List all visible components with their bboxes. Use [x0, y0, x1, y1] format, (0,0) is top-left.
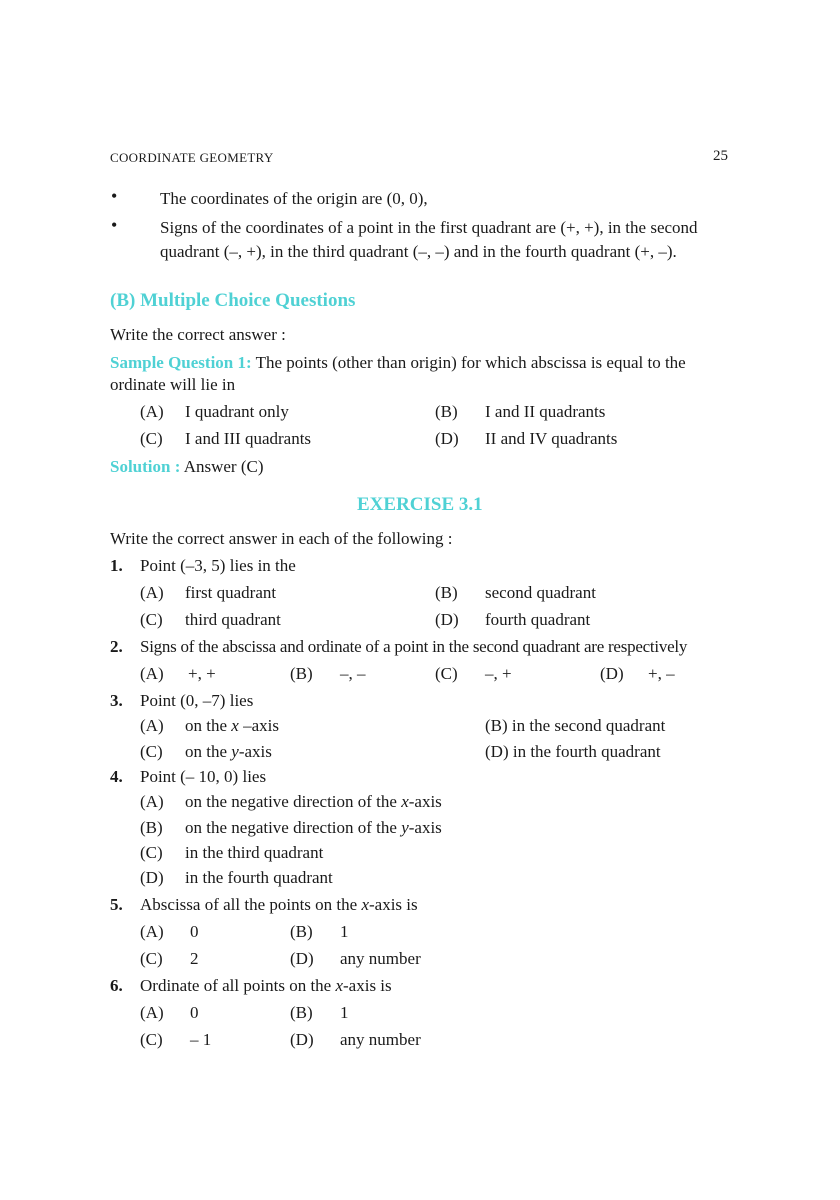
option-label: (D) — [435, 429, 459, 448]
option-text: +, + — [188, 664, 216, 683]
option-text: II and IV quadrants — [485, 429, 618, 448]
option-label: (C) — [140, 1030, 163, 1049]
question-number: 4. — [110, 767, 123, 786]
option-text: in the fourth quadrant — [185, 868, 333, 887]
sample-question-line-1 — [110, 353, 686, 373]
question-number: 1. — [110, 556, 123, 575]
option-text: on the y-axis — [185, 742, 272, 761]
option-label: (B) — [140, 818, 163, 837]
question-text: Signs of the abscissa and ordinate of a point in the second quadrant are respectively — [140, 637, 688, 656]
question-text: Point (0, –7) lies — [140, 691, 254, 710]
question-text: Point (–3, 5) lies in the — [140, 556, 296, 575]
option-text: first quadrant — [185, 583, 277, 602]
solution-line — [110, 457, 264, 477]
option-text: (B) in the second quadrant — [485, 716, 666, 735]
option-label: (C) — [140, 610, 163, 629]
option-label: (B) — [435, 583, 458, 602]
option-label: (A) — [140, 792, 164, 811]
bullet-icon: • — [111, 186, 118, 206]
option-text: – 1 — [190, 1030, 212, 1049]
option-text: 0 — [190, 922, 199, 941]
sample-question-line-2: ordinate will lie in — [110, 375, 236, 394]
option-text: on the negative direction of the y-axis — [185, 818, 442, 837]
option-text: 0 — [190, 1003, 199, 1022]
sample-question-label: Sample Question 1: — [110, 353, 252, 372]
option-label: (C) — [435, 664, 458, 683]
option-text: I quadrant only — [185, 402, 289, 421]
page-number: 25 — [713, 148, 728, 164]
sample-question-text: The points (other than origin) for which abscissa is equal to the — [251, 353, 686, 372]
option-label: (B) — [290, 922, 313, 941]
option-text: +, – — [648, 664, 675, 683]
question-number: 2. — [110, 637, 123, 656]
option-label: (C) — [140, 742, 163, 761]
option-text: –, – — [340, 664, 366, 683]
option-label: (D) — [435, 610, 459, 629]
exercise-instruction: Write the correct answer in each of the following : — [110, 529, 453, 548]
option-label: (C) — [140, 843, 163, 862]
question-text: Point (– 10, 0) lies — [140, 767, 267, 786]
option-text: any number — [340, 1030, 421, 1049]
option-text: any number — [340, 949, 421, 968]
section-instruction: Write the correct answer : — [110, 325, 286, 344]
question-number: 6. — [110, 976, 123, 995]
option-label: (B) — [290, 664, 313, 683]
option-text: on the x –axis — [185, 716, 279, 735]
option-label: (A) — [140, 922, 164, 941]
option-label: (A) — [140, 664, 164, 683]
option-text: (D) in the fourth quadrant — [485, 742, 661, 761]
bullet-item-2-line-1: Signs of the coordinates of a point in the first quadrant are (+, +), in the second — [160, 218, 698, 237]
question-number: 3. — [110, 691, 123, 710]
bullet-item-1: The coordinates of the origin are (0, 0), — [160, 189, 428, 208]
option-text: 1 — [340, 1003, 349, 1022]
bullet-icon: • — [111, 215, 118, 235]
option-label: (C) — [140, 429, 163, 448]
option-label: (A) — [140, 402, 164, 421]
exercise-heading: EXERCISE 3.1 — [357, 494, 483, 515]
option-label: (C) — [140, 949, 163, 968]
option-text: third quadrant — [185, 610, 281, 629]
solution-text: Answer (C) — [183, 457, 264, 476]
question-number: 5. — [110, 895, 123, 914]
option-text: second quadrant — [485, 583, 596, 602]
option-text: in the third quadrant — [185, 843, 324, 862]
option-text: I and II quadrants — [485, 402, 606, 421]
option-label: (D) — [140, 868, 164, 887]
option-text: I and III quadrants — [185, 429, 312, 448]
option-text: on the negative direction of the x-axis — [185, 792, 442, 811]
option-text: 1 — [340, 922, 349, 941]
solution-label: Solution : — [110, 457, 181, 476]
running-header-title: COORDINATE GEOMETRY — [110, 150, 274, 165]
bullet-item-2-line-2: quadrant (–, +), in the third quadrant (–, –) and in the fourth quadrant (+, –). — [160, 242, 677, 261]
option-label: (B) — [290, 1003, 313, 1022]
option-text: 2 — [190, 949, 199, 968]
option-text: fourth quadrant — [485, 610, 591, 629]
section-heading: (B) Multiple Choice Questions — [110, 290, 356, 311]
option-label: (D) — [600, 664, 624, 683]
option-label: (A) — [140, 1003, 164, 1022]
option-label: (D) — [290, 1030, 314, 1049]
question-text: Ordinate of all points on the x-axis is — [140, 976, 392, 995]
question-text: Abscissa of all the points on the x-axis is — [140, 895, 418, 914]
option-text: –, + — [485, 664, 512, 683]
option-label: (B) — [435, 402, 458, 421]
option-label: (A) — [140, 583, 164, 602]
option-label: (A) — [140, 716, 164, 735]
option-label: (D) — [290, 949, 314, 968]
